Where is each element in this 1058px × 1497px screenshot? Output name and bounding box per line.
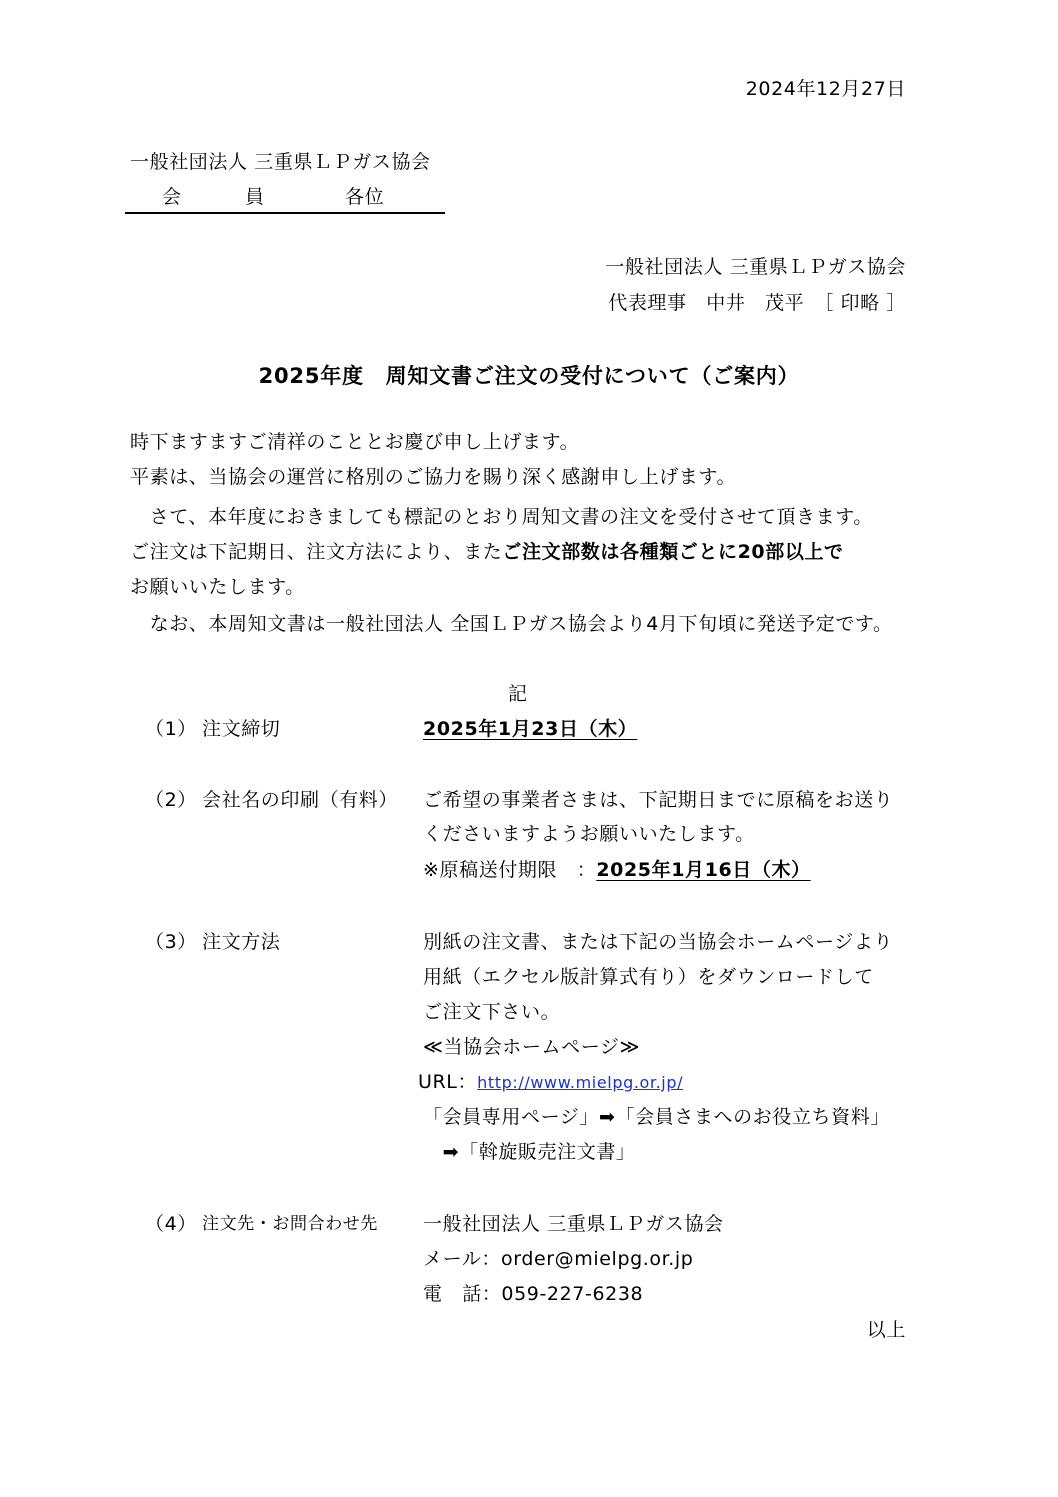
closing: 以上 [866, 1319, 906, 1341]
item-3-line-3: ご注文下さい。 [423, 1001, 561, 1023]
item-1-number: （1） [145, 718, 197, 740]
item-1-label: 注文締切 [202, 718, 281, 740]
recipient-members-1: 会 [162, 186, 182, 208]
manuscript-deadline: 2025年1月16日（木） [596, 859, 811, 881]
sender-person: 代表理事 中井 茂平 ［ 印略 ］ [608, 292, 906, 314]
document-date: 2024年12月27日 [745, 78, 906, 100]
item-4-number: （4） [145, 1213, 197, 1235]
contact-email: メール：order@mielpg.or.jp [423, 1248, 694, 1270]
recipient-underline [125, 212, 445, 214]
body-line-5: お願いいたします。 [130, 576, 305, 598]
contact-org: 一般社団法人 三重県ＬＰガス協会 [423, 1213, 724, 1235]
sender-org: 一般社団法人 三重県ＬＰガス協会 [605, 256, 906, 278]
recipient-members-3: 各位 [345, 186, 385, 208]
body-line-2: 平素は、当協会の運営に格別のご協力を賜り深く感謝申し上げます。 [130, 466, 737, 488]
order-deadline: 2025年1月23日（木） [423, 718, 638, 740]
item-3-label: 注文方法 [202, 931, 281, 953]
item-2-label: 会社名の印刷（有料） [202, 789, 399, 811]
recipient-org: 一般社団法人 三重県ＬＰガス協会 [130, 151, 431, 173]
homepage-heading: ≪当協会ホームページ≫ [423, 1036, 641, 1058]
item-3-nav-path-1: 「会員専用ページ」➡「会員さまへのお役立ち資料」 [423, 1106, 890, 1128]
item-2-number: （2） [145, 789, 197, 811]
url-label: URL： [418, 1071, 478, 1093]
item-2-line-1: ご希望の事業者さまは、下記期日までに原稿をお送り [423, 789, 894, 811]
item-3-line-1: 別紙の注文書、または下記の当協会ホームページより [423, 931, 894, 953]
item-3-line-2: 用紙（エクセル版計算式有り）をダウンロードして [423, 966, 874, 988]
manuscript-deadline-prefix: ※原稿送付期限 ： [423, 859, 597, 881]
ki-heading: 記 [508, 683, 528, 705]
item-3-number: （3） [145, 931, 197, 953]
body-line-3: さて、本年度におきましても標記のとおり周知文書の注文を受付させて頂きます。 [130, 506, 873, 528]
item-2-line-3 [423, 858, 811, 882]
page-title: 2025年度 周知文書ご注文の受付について（ご案内） [258, 364, 800, 388]
url-line [418, 1070, 683, 1095]
body-line-4-normal: ご注文は下記期日、注文方法により、また [130, 541, 503, 563]
item-3-nav-path-2: ➡「斡旋販売注文書」 [423, 1141, 636, 1163]
item-4-label: 注文先・お問合わせ先 [202, 1214, 378, 1234]
contact-phone: 電 話：059-227-6238 [423, 1283, 644, 1305]
body-line-6: なお、本周知文書は一般社団法人 全国ＬＰガス協会より4月下旬頃に発送予定です。 [130, 613, 893, 635]
item-2-line-2: くださいますようお願いいたします。 [423, 823, 755, 845]
recipient-members-2: 員 [245, 186, 265, 208]
body-line-1: 時下ますますご清祥のこととお慶び申し上げます。 [130, 431, 580, 453]
body-line-4-bold: ご注文部数は各種類ごとに20部以上で [502, 541, 844, 563]
body-line-4 [130, 540, 844, 564]
homepage-link[interactable]: http://www.mielpg.or.jp/ [477, 1073, 684, 1092]
